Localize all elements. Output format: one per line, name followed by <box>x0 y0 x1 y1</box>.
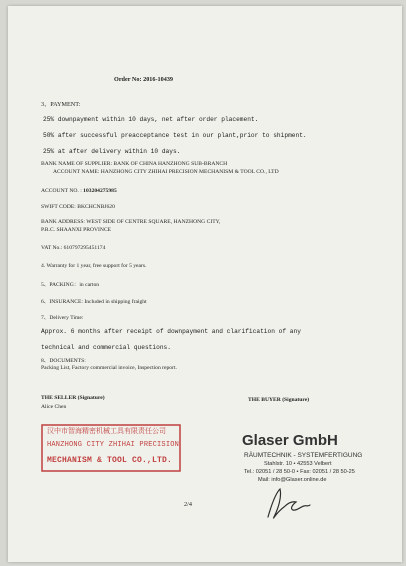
bank-address-1: BANK ADDRESS: WEST SIDE OF CENTRE SQUARE, HANZHONG CITY, <box>41 219 221 225</box>
order-number: Order No: 2016-10439 <box>114 76 174 83</box>
stamp-line-3: MECHANISM & TOOL CO.,LTD. <box>47 456 173 465</box>
delivery-heading: 7、Delivery Time: <box>41 315 84 321</box>
delivery-line-1: Approx. 6 months after receipt of downpayment and clarification of any <box>41 328 301 335</box>
buyer-mail: Mail: info@Glaser.online.de <box>258 477 327 483</box>
account-name: ACCOUNT NAME: HANZHONG CITY ZHIHAI PRECISION MECHANISM & TOOL CO., LTD <box>53 169 279 175</box>
packing: 5、PACKING：in carton <box>41 282 100 288</box>
account-number <box>41 188 117 194</box>
seller-label: THE SELLER (Signature) <box>41 395 105 401</box>
documents-text: Packing List, Factory commercial invoice, Inspection report. <box>41 365 177 371</box>
delivery-line-2: technical and commercial questions. <box>41 344 171 351</box>
company-seal-stamp <box>41 424 181 472</box>
account-number-label: ACCOUNT NO. : <box>41 188 82 194</box>
stamp-line-2: HANZHONG CITY ZHIHAI PRECISION <box>47 441 180 449</box>
payment-heading: 3、PAYMENT: <box>41 101 81 108</box>
swift-code: SWIFT CODE: BKCHCNBJ620 <box>41 204 115 210</box>
buyer-signature <box>258 483 316 525</box>
bank-name: BANK NAME OF SUPPLIER: BANK OF CHINA HANZHONG SUB-BRANCH <box>41 161 228 167</box>
vat-number: VAT No.: 610797295451174 <box>41 245 106 251</box>
buyer-street: Stahlstr. 10 • 42553 Velbert <box>264 461 332 467</box>
payment-line-2: 50% after successful preacceptance test in our plant,prior to shipment. <box>43 132 307 139</box>
buyer-label: THE BUYER (Signature) <box>248 397 310 403</box>
account-number-value: 103204275985 <box>83 188 117 194</box>
payment-line-1: 25% downpayment within 10 days, net after order placement. <box>43 116 259 123</box>
seller-name: Alice Chen <box>41 404 67 410</box>
stamp-line-1: 汉中市智海精密机械工具有限责任公司 <box>47 428 166 436</box>
insurance: 6、INSURANCE: Included in shipping fraight <box>41 299 147 305</box>
document-page <box>8 6 402 562</box>
buyer-phone: Tel.: 02051 / 28 50-0 • Fax: 02051 / 28 50-25 <box>244 469 355 475</box>
bank-address-2: P.R.C. SHAANXI PROVINCE <box>41 227 112 233</box>
buyer-company-subtitle: RÄUMTECHNIK - SYSTEMFERTIGUNG <box>244 452 363 459</box>
warranty: 4. Warranty for 1 year, free support for 5 years. <box>41 263 147 269</box>
documents-heading: 8、DOCUMENTS: <box>41 358 86 364</box>
page-number: 2/4 <box>184 501 192 508</box>
payment-line-3: 25% at after delivery within 10 days. <box>43 148 181 155</box>
buyer-company-name: Glaser GmbH <box>242 432 338 449</box>
